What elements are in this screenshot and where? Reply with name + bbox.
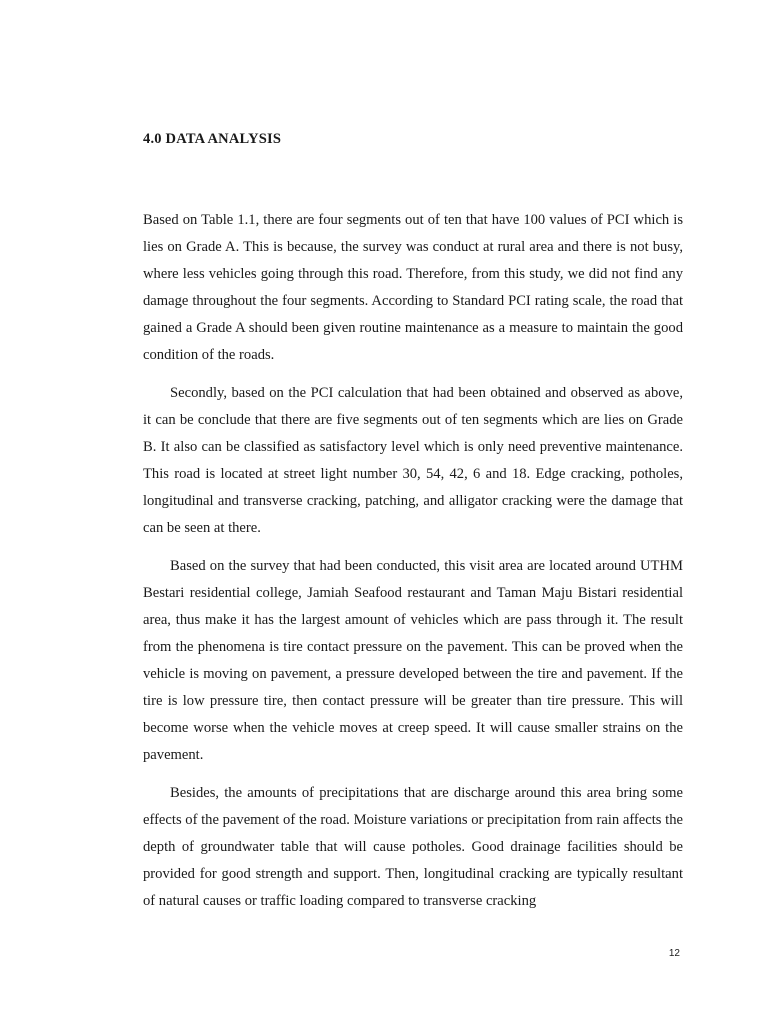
section-heading: 4.0 DATA ANALYSIS [143, 131, 282, 147]
page-number: 12 [668, 948, 680, 959]
paragraph-survey-area: Based on the survey that had been conducted, this visit area are located around UTHM Bestari residential college, Jamiah Seafood restaurant and Taman Maju Bistari residential area, thus make it has the largest amount of vehicles which are pass through it. The result from the phenomena is tire contact pressure on the pavement. This can be proved when the vehicle is moving on pavement, a pressure developed between the tire and pavement. If the tire is low pressure tire, then contact pressure will be greater than tire pressure. This will become worse when the vehicle moves at creep speed. It will cause smaller strains on the pavement. [143, 558, 683, 763]
body-text [143, 207, 683, 926]
paragraph-precipitation: Besides, the amounts of precipitations that are discharge around this area bring some effects of the pavement of the road. Moisture variations or precipitation from rain affects the depth of groundwater table that will cause potholes. Good drainage facilities should be provided for good strength and support. Then, longitudinal cracking are typically resultant of natural causes or traffic loading compared to transverse cracking [143, 785, 683, 909]
paragraph-grade-a: Based on Table 1.1, there are four segments out of ten that have 100 values of PCI which is lies on Grade A. This is because, the survey was conduct at rural area and there is not busy, where less vehicles going through this road. Therefore, from this study, we did not find any damage throughout the four segments. According to Standard PCI rating scale, the road that gained a Grade A should been given routine maintenance as a measure to maintain the good condition of the roads. [143, 212, 683, 363]
paragraph-grade-b: Secondly, based on the PCI calculation that had been obtained and observed as above, it can be conclude that there are five segments out of ten segments which are lies on Grade B. It also can be classified as satisfactory level which is only need preventive maintenance. This road is located at street light number 30, 54, 42, 6 and 18. Edge cracking, potholes, longitudinal and transverse cracking, patching, and alligator cracking were the damage that can be seen at there. [143, 385, 683, 536]
